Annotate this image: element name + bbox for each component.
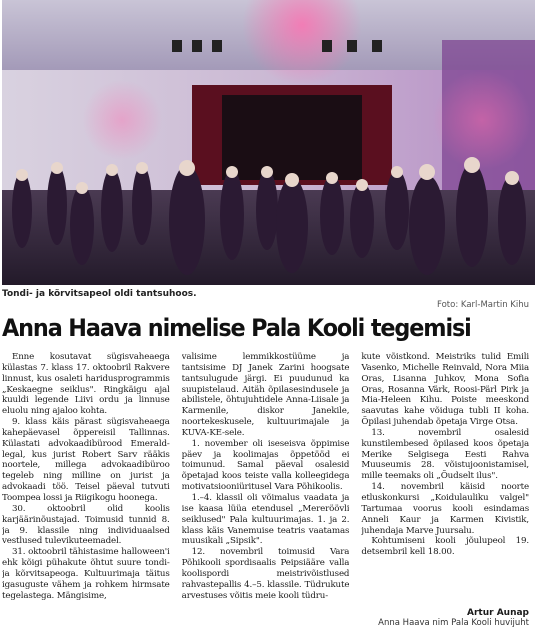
- article-body: [2, 352, 529, 604]
- article-column-3: [361, 352, 529, 604]
- paragraph: Kohtumiseni kooli jõulupeol 19. detsembril kell 18.00.: [361, 536, 530, 558]
- author-signature: [378, 608, 529, 628]
- author-name: Artur Aunap: [467, 608, 529, 618]
- paragraph: 31. oktoobril tähistasime halloween'i ehk kõigi pühakute õhtut suure tondi- ja kõrvitsapeoga. Kultuurimaja täitus igasuguste vähem ja rohkem hirmsate tegelastega. Mängisime,: [2, 547, 170, 601]
- paragraph: Enne kosutavat sügisvaheaega külastas 7. klass 17. oktoobril Rakvere linnust, kus osaleti haridusprogrammis „Keskaegne seiklus". Ringkäigu ajal kuuldi legende Liivi ordu ja linnuse eluolu ning ajaloo kohta.: [2, 352, 170, 417]
- article-column-2: [182, 352, 350, 604]
- article-headline: Anna Haava nimelise Pala Kooli tegemisi: [2, 314, 471, 342]
- paragraph: kute võistkond. Meistriks tulid Emili Vasenko, Michelle Reinvald, Nora Miia Oras, Lisanna Juhkov, Mona Sofia Oras, Rosanna Värk, Roosi-Pärl Pirk ja Mia-Heleen Kihu. Poiste meeskond saavutas kahe võiduga tubli II koha. Õpilasi juhendab õpetaja Virge Otsa.: [361, 352, 530, 428]
- article-photo: [2, 0, 535, 285]
- photo-caption: Tondi- ja kõrvitsapeol oldi tantsuhoos.: [2, 289, 197, 299]
- paragraph: 13. novembril osalesid kunstilembesed õpilased koos õpetaja Merike Selgisega Eesti Rahva Muuseumis 28. võistujoonistamisel, mille teemaks oli „Õudselt ilus".: [361, 427, 530, 482]
- author-role: Anna Haava nim Pala Kooli huvijuht: [378, 618, 529, 628]
- paragraph: 30. oktoobril olid koolis karjäärinõustajad. Toimusid tunnid 8. ja 9. klassile ning individuaalsed vestlused tulevikuteemadel.: [2, 503, 170, 547]
- paragraph: 14. novembril käisid noorte etluskonkursi „Koidulauliku valgel" Tartumaa voorus kooli esindamas Anneli Kaur ja Karmen Kivistik, juhendaja Marve Juursalu.: [361, 482, 530, 536]
- paragraph: 9. klass käis pärast sügisvaheaega kahepäevasel õppereisil Tallinnas. Külastati advokaadibürood Emerald-legal, kus jurist Robert Sarv rääkis noortele, millega advokaadibüroo tegeleb ning milline on jurist ja advokaadi töö. Teisel päeval tutvuti Toompea lossi ja Riigikogu hoonega.: [2, 417, 170, 503]
- paragraph: 1. november oli iseseisva õppimise päev ja koolimajas õppetööd ei toimunud. Samal päeval osalesid õpetajad koos teiste valla kolleegidega motivatsiooniüritusel Vara Põhikoolis.: [181, 438, 350, 493]
- paragraph: 1.–4. klassil oli võimalus vaadata ja ise kaasa lüüa etendusel „Mereröövli seiklused" Pala kultuurimajas. 1. ja 2. klass käis Vanemuise teatris vaatamas muusikali „Sipsik".: [181, 492, 350, 547]
- article-column-1: [2, 352, 170, 604]
- disco-party-photo: [2, 0, 535, 285]
- photo-credit: Foto: Karl-Martin Kihu: [437, 300, 529, 310]
- paragraph: 12. novembril toimusid Vara Põhikooli spordisaalis Peipsiääre valla koolispordi meistrivõistlused rahvastepallis 4.–5. klassile. Tüdrukute arvestuses võitis meie kooli tüdru-: [181, 547, 350, 601]
- paragraph: valisime lemmikkostüüme ja tantsisime DJ Janek Zarini hoogsate tantsulugude järgi. Ei puudunud ka suupistelaud. Aitäh õpilasesindusele ja abilistele, õhtujuhtidele Anna-Liisale ja Karmenile, diskor Janekile, noortekeskusele, kultuurimajale ja KUVA-KE-sele.: [181, 352, 350, 438]
